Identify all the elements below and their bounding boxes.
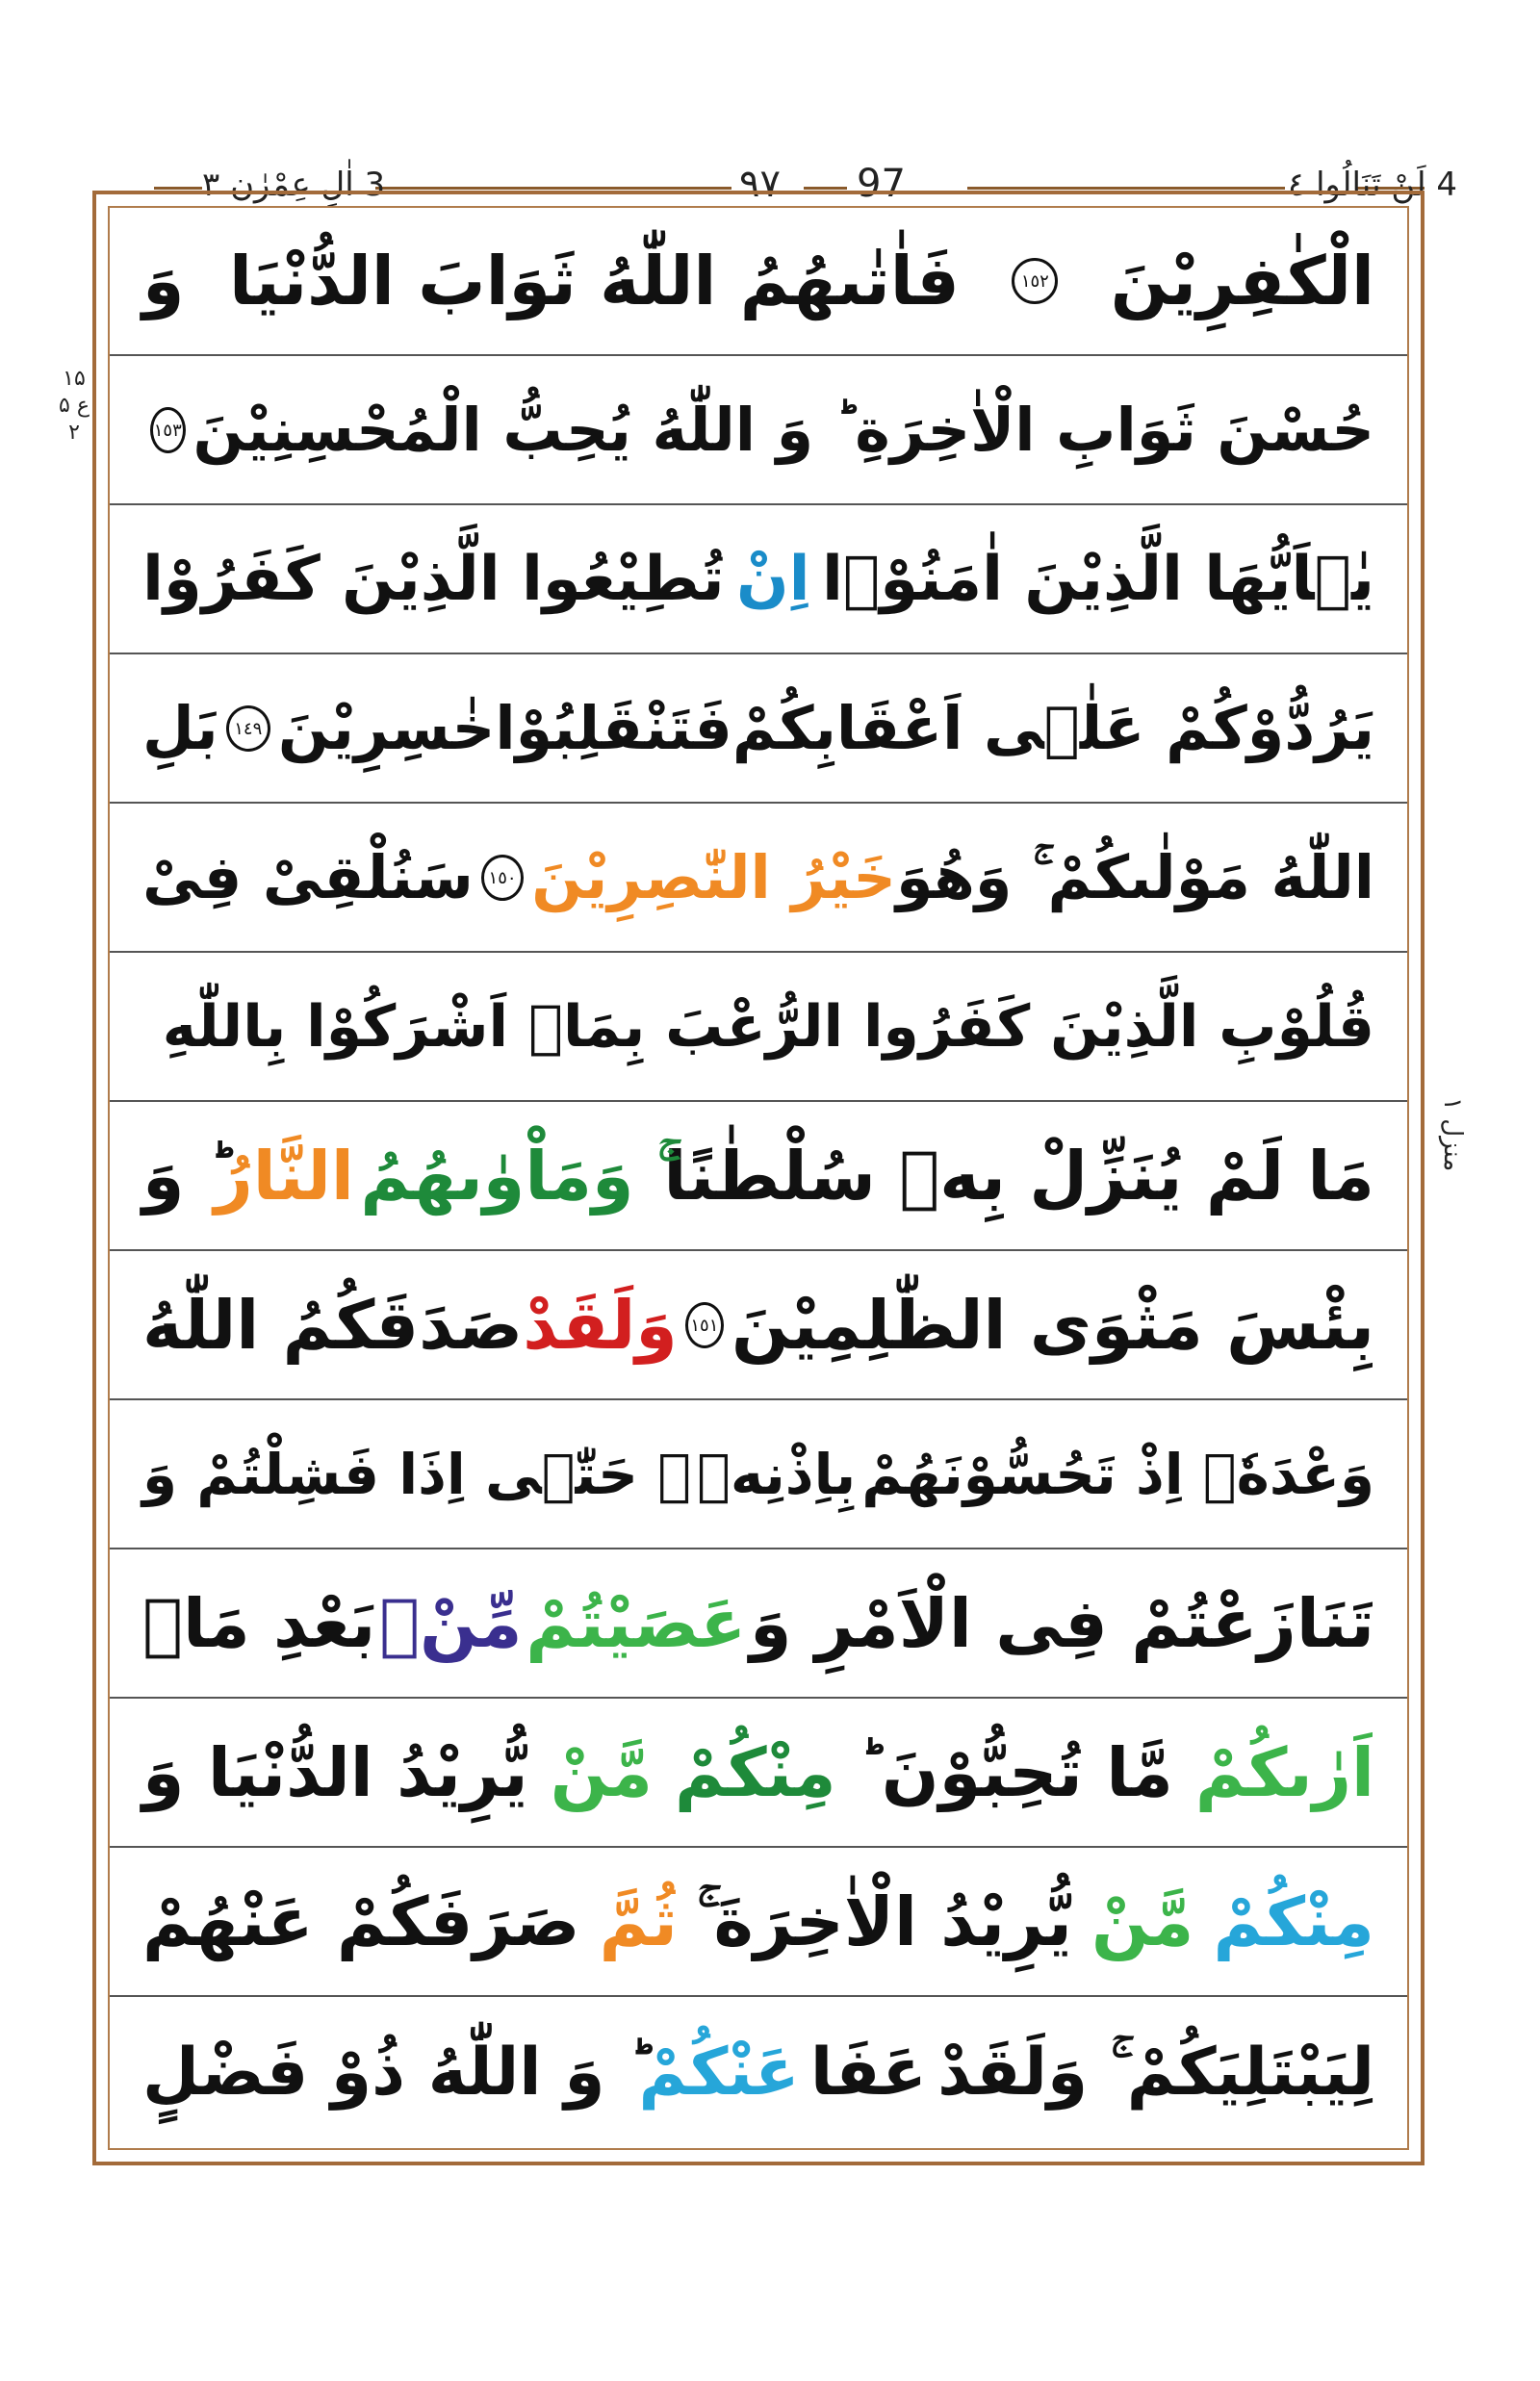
- quran-line: [110, 1550, 1407, 1699]
- text-segment: مِنْكُمْ: [1213, 1882, 1374, 1961]
- text-segment: وَ: [142, 242, 185, 320]
- text-segment: تُطِیْعُوا الَّذِیْنَ كَفَرُوْا: [142, 544, 725, 615]
- text-segment: صَدَقَكُمُ اللّٰهُ: [142, 1286, 524, 1365]
- quran-line: [110, 1849, 1407, 1997]
- text-segment: یُّرِیْدُ الْاٰخِرَةَ ۚ: [697, 1882, 1072, 1961]
- text-segment: حُسْنَ ثَوَابِ الْاٰخِرَةِ ؕ وَ اللّٰهُ یُحِبُّ الْمُحْسِنِیْنَ: [192, 395, 1374, 465]
- ayah-number-marker: ١٥١: [685, 1302, 724, 1348]
- manzil-marker: منزل ۱: [1438, 1097, 1467, 1172]
- header-rule: [967, 187, 1285, 190]
- ayah-number-marker: ١٥٢: [1012, 258, 1058, 304]
- quran-line: [110, 954, 1407, 1102]
- text-segment: یَرُدُّوْكُمْ عَلٰۤى اَعْقَابِكُمْ: [732, 693, 1374, 763]
- quran-line: [110, 1700, 1407, 1848]
- text-segment: اللّٰهُ مَوْلٰىكُمْ ۚ وَهُوَ: [895, 842, 1374, 912]
- text-segment: لِیَبْتَلِیَكُمْ ۚ وَلَقَدْ: [937, 2035, 1374, 2111]
- text-segment: فَتَنْقَلِبُوْا: [495, 693, 732, 763]
- text-segment: تَنَازَعْتُمْ فِی الْاَمْرِ وَ: [749, 1584, 1374, 1663]
- quran-line: [110, 1252, 1407, 1400]
- text-panel: [108, 206, 1409, 2150]
- quran-line: [110, 208, 1407, 356]
- text-segment: سَنُلْقِیْ فِیْ: [142, 842, 474, 912]
- text-segment: الْكٰفِرِیْنَ: [1110, 242, 1374, 320]
- text-segment: ثُمَّ: [599, 1882, 678, 1961]
- text-segment: ؕ وَ اللّٰهُ ذُوْ فَضْلٍ: [142, 2035, 629, 2111]
- text-segment: قُلُوْبِ الَّذِیْنَ كَفَرُوا الرُّعْبَ بِمَاۤ اَشْرَكُوْا بِاللّٰهِ: [162, 993, 1374, 1061]
- header-rule: [804, 187, 847, 190]
- text-segment: بَلِ: [142, 693, 218, 763]
- ruku-marker: ۱۵ ع ۵ ۲: [59, 367, 90, 445]
- text-segment: مِنْكُمْ: [675, 1733, 836, 1812]
- text-segment: وَعْدَهٗۤ اِذْ تَحُسُّوْنَهُمْ: [861, 1442, 1374, 1507]
- juz-name: 4 لَنْ تَنَالُوا ٤: [1288, 166, 1458, 204]
- page-number: 97: [857, 162, 906, 206]
- text-segment: ۚ حَتّٰۤى اِذَا فَشِلْتُمْ وَ: [142, 1442, 691, 1507]
- text-segment: بَعْدِ مَاۤ: [142, 1584, 376, 1663]
- text-segment: ۚ وَمَاْوٰىهُمُ: [360, 1137, 657, 1216]
- text-segment: فَاٰتٰىهُمُ اللّٰهُ ثَوَابَ الدُّنْیَا: [229, 242, 960, 320]
- header-rule: [154, 187, 202, 190]
- ayah-number-marker: ١٥٠: [481, 855, 524, 901]
- header-rule: [375, 187, 732, 190]
- page-number-urdu: ٩٧: [739, 162, 781, 206]
- text-segment: خٰسِرِیْنَ: [277, 693, 496, 763]
- text-segment: یٰۤاَیُّهَا الَّذِیْنَ اٰمَنُوْۤا: [821, 544, 1374, 615]
- quran-line: [110, 655, 1407, 804]
- text-segment: النَّارُ: [214, 1137, 354, 1216]
- text-segment: عَصَیْتُمْ: [526, 1584, 747, 1663]
- quran-line: [110, 506, 1407, 654]
- text-segment: وَلَقَدْ: [523, 1286, 678, 1365]
- text-segment: ؕ وَ: [142, 1137, 208, 1216]
- text-segment: عَنْكُمْ: [638, 2035, 800, 2111]
- text-segment: مَّنْ: [1091, 1882, 1194, 1961]
- quran-line: [110, 1998, 1407, 2148]
- text-segment: صَرَفَكُمْ عَنْهُمْ: [142, 1882, 580, 1961]
- text-segment: مَّنْ: [550, 1733, 654, 1812]
- text-segment: مَا لَمْ یُنَزِّلْ بِهٖ سُلْطٰنًا: [663, 1137, 1374, 1216]
- quran-line: [110, 357, 1407, 505]
- text-segment: بِئْسَ مَثْوَى الظّٰلِمِیْنَ: [731, 1286, 1374, 1365]
- ayah-number-marker: ١٥٣: [150, 407, 186, 453]
- quran-line: [110, 1103, 1407, 1251]
- surah-name: 3 اٰلِ عِمْرٰن ٣: [202, 166, 386, 204]
- text-segment: مَّا تُحِبُّوْنَ ؕ: [858, 1733, 1173, 1812]
- text-segment: یُّرِیْدُ الدُّنْیَا وَ: [142, 1733, 528, 1812]
- text-segment: اِنْ: [736, 544, 810, 615]
- text-segment: مِّنْۢ: [379, 1584, 523, 1663]
- quran-line: [110, 805, 1407, 953]
- quran-line: [110, 1401, 1407, 1549]
- text-segment: خَیْرُ النّٰصِرِیْنَ: [531, 842, 896, 912]
- text-segment: عَفَا: [809, 2035, 927, 2111]
- text-segment: اَرٰىكُمْ: [1194, 1733, 1374, 1812]
- ayah-number-marker: ١٤٩: [226, 705, 270, 752]
- text-segment: بِاِذْنِهٖ: [697, 1442, 857, 1507]
